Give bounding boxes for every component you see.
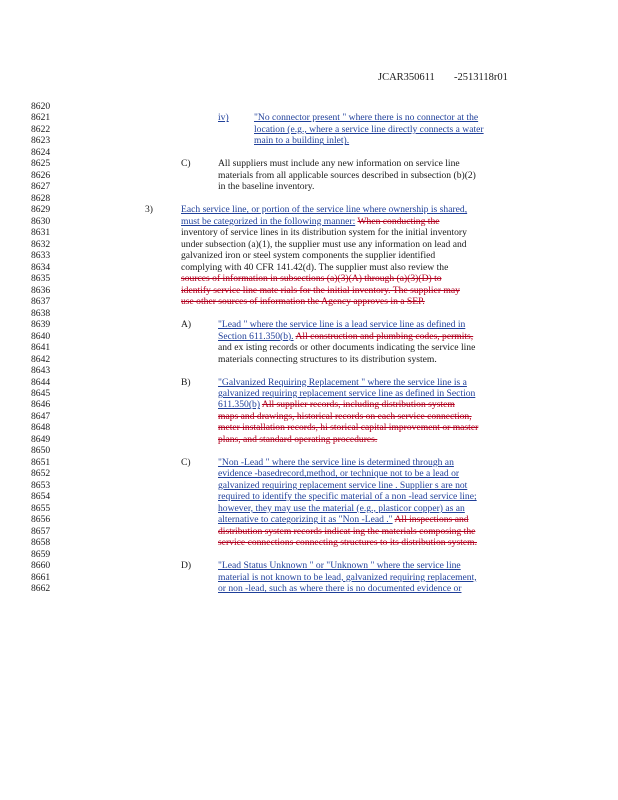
line-number: 8639	[31, 319, 51, 331]
line-text	[218, 583, 461, 595]
deleted-text: plans, and standard operating procedures.	[218, 433, 378, 445]
line-text	[181, 216, 440, 228]
line-number: 8649	[31, 433, 51, 445]
item-label: iv)	[218, 112, 229, 124]
document-line	[0, 250, 618, 262]
line-text	[218, 480, 467, 492]
document-line	[0, 331, 618, 343]
document-line	[0, 319, 618, 331]
line-text	[181, 227, 467, 239]
document-line	[0, 491, 618, 503]
item-label: D)	[181, 560, 192, 572]
line-number: 8620	[31, 101, 51, 112]
inserted-text: location (e.g., where a service line directly connects a water	[254, 123, 484, 135]
document-line	[0, 227, 618, 239]
line-text	[218, 319, 465, 331]
inserted-text: Each service line, or portion of the service line where ownership is shared,	[181, 204, 468, 216]
document-line	[0, 296, 618, 308]
deleted-text: All construction and plumbing codes, permits,	[295, 330, 474, 342]
line-text	[218, 457, 454, 469]
text-segment: in the baseline inventory.	[218, 181, 315, 193]
line-number: 8660	[31, 560, 51, 572]
inserted-text: "No connector present " where there is no connector at the	[254, 112, 479, 124]
line-text	[218, 399, 455, 411]
item-label: A)	[181, 319, 192, 331]
document-line	[0, 101, 618, 113]
text-segment: and ex isting records or other documents indicating the service line	[218, 342, 476, 354]
item-label: C)	[181, 158, 191, 170]
document-line	[0, 480, 618, 492]
document-line	[0, 158, 618, 170]
deleted-text: All inspections and	[394, 514, 469, 526]
line-number: 8622	[31, 123, 51, 135]
document-line	[0, 583, 618, 595]
document-line	[0, 170, 618, 182]
deleted-text: distribution system records indicat ing the materials composing the	[218, 525, 476, 537]
inserted-text: Section 611.350(b).	[218, 330, 294, 342]
line-number: 8626	[31, 169, 51, 181]
document-line	[0, 216, 618, 228]
line-text	[218, 342, 475, 354]
document-line	[0, 388, 618, 400]
line-number: 8625	[31, 158, 51, 170]
document-line	[0, 377, 618, 389]
line-text	[218, 170, 476, 182]
deleted-text: sources of information in subsections (a)(3)(A) through (a)(3)(D) to	[181, 273, 442, 285]
inserted-text: "Lead Status Unknown " or "Unknown " where the service line	[218, 560, 461, 572]
inserted-text: "Galvanized Requiring Replacement " where the service line is a	[218, 376, 467, 388]
line-text	[181, 273, 442, 285]
inserted-text: galvanized requiring replacement service line . Supplier s are not	[218, 479, 468, 491]
line-number: 8627	[31, 181, 51, 193]
item-label: 3)	[145, 204, 153, 216]
line-number: 8632	[31, 238, 51, 250]
line-number: 8648	[31, 422, 51, 434]
line-number: 8658	[31, 537, 51, 549]
line-text	[218, 377, 467, 389]
inserted-text: or non -lead, such as where there is no documented evidence or	[218, 583, 462, 595]
line-text	[254, 112, 478, 124]
document-line	[0, 526, 618, 538]
line-number: 8635	[31, 273, 51, 285]
line-text	[181, 239, 467, 251]
line-number: 8651	[31, 456, 51, 468]
document-line	[0, 285, 618, 297]
line-number: 8652	[31, 468, 51, 480]
line-number: 8661	[31, 571, 51, 583]
line-text	[218, 503, 465, 515]
line-number: 8643	[31, 365, 51, 377]
line-text	[218, 181, 314, 193]
line-text	[218, 434, 377, 446]
line-number: 8630	[31, 215, 51, 227]
line-text	[218, 354, 437, 366]
line-text	[218, 514, 469, 526]
document-line	[0, 514, 618, 526]
document-version: -2513118r01	[454, 72, 508, 83]
line-number: 8659	[31, 548, 51, 560]
deleted-text: identify service line mate rials for the initial inventory. The supplier may	[181, 284, 460, 296]
line-number: 8621	[31, 112, 51, 124]
line-number: 8634	[31, 261, 51, 273]
document-line	[0, 537, 618, 549]
line-number: 8629	[31, 204, 51, 216]
line-text	[218, 537, 477, 549]
line-number: 8655	[31, 502, 51, 514]
line-number: 8628	[31, 192, 51, 204]
deleted-text: service connections connecting structures to its distribution system.	[218, 537, 477, 549]
document-line	[0, 399, 618, 411]
line-number: 8646	[31, 399, 51, 411]
line-text	[218, 526, 475, 538]
line-number: 8637	[31, 296, 51, 308]
document-line	[0, 193, 618, 205]
line-number: 8657	[31, 525, 51, 537]
line-text	[218, 468, 459, 480]
text-segment: materials from all applicable sources described in subsection (b)(2)	[218, 169, 476, 181]
line-number: 8633	[31, 250, 51, 262]
line-text	[218, 422, 478, 434]
document-line	[0, 445, 618, 457]
document-line	[0, 422, 618, 434]
text-segment: materials connecting structures to its distribution system.	[218, 353, 437, 365]
document-line	[0, 342, 618, 354]
line-number: 8647	[31, 410, 51, 422]
document-line	[0, 135, 618, 147]
inserted-text: evidence -basedrecord,method, or technique not to be a lead or	[218, 468, 460, 480]
line-text	[181, 296, 425, 308]
document-line	[0, 411, 618, 423]
line-text	[218, 411, 472, 423]
text-segment: complying with 40 CFR 141.42(d). The supplier must also review the	[181, 261, 449, 273]
item-label: B)	[181, 376, 191, 388]
text-segment: inventory of service lines in its distribution system for the initial inventory	[181, 227, 467, 239]
line-text	[254, 124, 484, 136]
line-number: 8653	[31, 479, 51, 491]
line-number: 8645	[31, 388, 51, 399]
line-number: 8642	[31, 353, 51, 365]
document-id: JCAR350611	[378, 72, 435, 83]
line-text	[181, 285, 460, 297]
line-number: 8654	[31, 491, 51, 503]
inserted-text: required to identify the specific material of a non -lead service line;	[218, 491, 477, 503]
text-segment: galvanized iron or steel system components the supplier identified	[181, 250, 436, 262]
line-text	[181, 262, 448, 274]
line-number: 8640	[31, 330, 51, 342]
text-segment: under subsection (a)(1), the supplier must use any information on lead and	[181, 238, 467, 250]
document-line	[0, 549, 618, 561]
document-line	[0, 147, 618, 159]
deleted-text: use other sources of information the Agency approves in a SEP.	[181, 296, 425, 308]
line-text	[218, 572, 477, 584]
deleted-text: maps and drawings, historical records on each service connection,	[218, 410, 472, 422]
item-label: C)	[181, 456, 191, 468]
document-line	[0, 503, 618, 515]
inserted-text: however, they may use the material (e.g., plasticor copper) as an	[218, 502, 465, 514]
deleted-text: meter installation records, hi storical capital improvement or master	[218, 422, 479, 434]
inserted-text: must be categorized in the following manner:	[181, 215, 356, 227]
line-number: 8631	[31, 227, 51, 239]
document-line	[0, 273, 618, 285]
inserted-text: 611.350(b)	[218, 399, 261, 411]
document-line	[0, 112, 618, 124]
line-text	[218, 388, 475, 400]
document-line	[0, 308, 618, 320]
deleted-text: When conducting the	[357, 215, 440, 227]
text-segment: All suppliers must include any new information on service line	[218, 158, 460, 170]
line-number: 8656	[31, 514, 51, 526]
document-header	[378, 72, 508, 83]
line-number: 8624	[31, 146, 51, 158]
document-line	[0, 572, 618, 584]
inserted-text: main to a building inlet).	[254, 135, 350, 147]
line-number: 8641	[31, 342, 51, 354]
line-number: 8623	[31, 135, 51, 147]
inserted-text: alternative to categorizing it as "Non -Lead ."	[218, 514, 393, 526]
inserted-text: material is not known to be lead, galvanized requiring replacement,	[218, 571, 477, 583]
document-line	[0, 457, 618, 469]
document-line	[0, 124, 618, 136]
document-line	[0, 204, 618, 216]
document-line	[0, 560, 618, 572]
line-text	[254, 135, 349, 147]
line-number: 8650	[31, 445, 51, 457]
inserted-text: "Non -Lead " where the service line is determined through an	[218, 456, 454, 468]
line-number: 8644	[31, 376, 51, 388]
document-line	[0, 365, 618, 377]
line-number: 8636	[31, 284, 51, 296]
document-line	[0, 354, 618, 366]
inserted-text: galvanized requiring replacement service line as defined in Section	[218, 388, 476, 399]
document-line	[0, 181, 618, 193]
inserted-text: "Lead " where the service line is a lead service line as defined in	[218, 319, 466, 331]
line-number: 8662	[31, 583, 51, 595]
line-text	[218, 560, 461, 572]
line-text	[181, 250, 435, 262]
document-line	[0, 239, 618, 251]
line-text	[181, 204, 467, 216]
document-line	[0, 434, 618, 446]
document-line	[0, 262, 618, 274]
deleted-text: All supplier records, including distribution system	[261, 399, 455, 411]
line-text	[218, 158, 460, 170]
line-text	[218, 331, 473, 343]
line-text	[218, 491, 477, 503]
document-line	[0, 468, 618, 480]
line-number: 8638	[31, 307, 51, 319]
